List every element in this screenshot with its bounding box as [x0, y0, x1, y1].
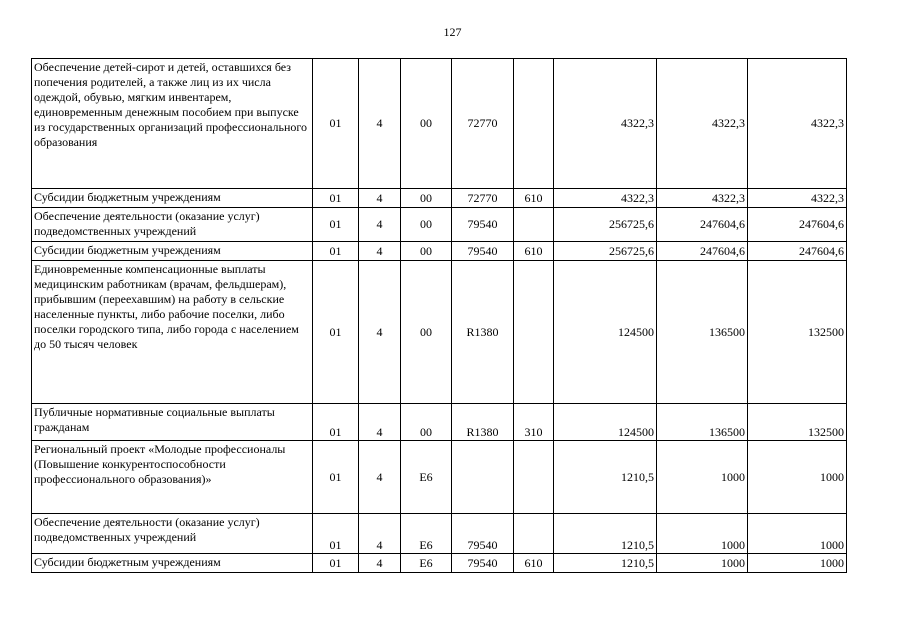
row-value-1: 4322,3 — [554, 59, 657, 189]
row-value-2: 136500 — [657, 404, 748, 441]
row-code-5 — [514, 208, 554, 242]
row-value-3: 1000 — [748, 554, 847, 573]
row-code-2: 4 — [359, 59, 401, 189]
row-value-1: 124500 — [554, 261, 657, 404]
table-row — [32, 59, 847, 189]
row-code-1: 01 — [313, 514, 359, 554]
row-name: Субсидии бюджетным учреждениям — [32, 189, 313, 208]
row-code-2: 4 — [359, 242, 401, 261]
row-value-2: 247604,6 — [657, 242, 748, 261]
row-name: Субсидии бюджетным учреждениям — [32, 242, 313, 261]
row-value-2: 4322,3 — [657, 59, 748, 189]
row-code-2: 4 — [359, 189, 401, 208]
row-code-4: R1380 — [452, 404, 514, 441]
row-value-3: 1000 — [748, 441, 847, 514]
row-code-2: 4 — [359, 554, 401, 573]
row-code-5 — [514, 261, 554, 404]
row-value-2: 136500 — [657, 261, 748, 404]
row-value-3: 247604,6 — [748, 208, 847, 242]
row-code-5: 610 — [514, 554, 554, 573]
row-code-4 — [452, 441, 514, 514]
row-value-3: 132500 — [748, 404, 847, 441]
row-value-3: 247604,6 — [748, 242, 847, 261]
table-row — [32, 514, 847, 554]
row-value-2: 1000 — [657, 441, 748, 514]
row-code-4: 79540 — [452, 208, 514, 242]
row-code-2: 4 — [359, 441, 401, 514]
row-code-3: Е6 — [401, 554, 452, 573]
row-code-1: 01 — [313, 404, 359, 441]
table-row — [32, 404, 847, 441]
row-code-3: 00 — [401, 261, 452, 404]
row-code-4: R1380 — [452, 261, 514, 404]
row-code-1: 01 — [313, 261, 359, 404]
row-code-1: 01 — [313, 242, 359, 261]
row-code-4: 72770 — [452, 189, 514, 208]
row-name: Обеспечение детей-сирот и детей, оставшихся без попечения родителей, а также лиц из их числа одеждой, обувью, мягким инвентарем, единовременным денежным пособием при выпуске из государственных организаций профессионального образования — [32, 59, 313, 189]
row-value-1: 1210,5 — [554, 554, 657, 573]
table-row — [32, 242, 847, 261]
row-value-2: 4322,3 — [657, 189, 748, 208]
row-code-2: 4 — [359, 514, 401, 554]
table-row — [32, 208, 847, 242]
table-row — [32, 554, 847, 573]
row-code-2: 4 — [359, 261, 401, 404]
row-code-1: 01 — [313, 59, 359, 189]
row-code-3: Е6 — [401, 441, 452, 514]
row-name: Обеспечение деятельности (оказание услуг) подведомственных учреждений — [32, 208, 313, 242]
row-name: Единовременные компенсационные выплаты медицинским работникам (врачам, фельдшерам), прибывшим (переехавшим) на работу в сельские населенные пункты, либо рабочие поселки, либо поселки городского типа, либо города с населением до 50 тысяч человек — [32, 261, 313, 404]
table-row — [32, 441, 847, 514]
row-name: Региональный проект «Молодые профессионалы (Повышение конкурентоспособности профессионального образования)» — [32, 441, 313, 514]
page-number: 127 — [443, 25, 462, 39]
budget-table — [31, 58, 847, 573]
row-code-5: 310 — [514, 404, 554, 441]
row-value-3: 132500 — [748, 261, 847, 404]
row-code-4: 79540 — [452, 514, 514, 554]
row-code-5 — [514, 441, 554, 514]
row-value-1: 124500 — [554, 404, 657, 441]
row-code-5 — [514, 59, 554, 189]
row-name: Обеспечение деятельности (оказание услуг) подведомственных учреждений — [32, 514, 313, 554]
row-value-3: 4322,3 — [748, 59, 847, 189]
row-value-3: 1000 — [748, 514, 847, 554]
table-row — [32, 261, 847, 404]
row-value-2: 247604,6 — [657, 208, 748, 242]
row-code-1: 01 — [313, 189, 359, 208]
row-code-1: 01 — [313, 208, 359, 242]
row-code-4: 72770 — [452, 59, 514, 189]
table-row — [32, 189, 847, 208]
row-code-1: 01 — [313, 554, 359, 573]
row-code-3: 00 — [401, 189, 452, 208]
row-code-2: 4 — [359, 404, 401, 441]
row-code-1: 01 — [313, 441, 359, 514]
row-code-4: 79540 — [452, 242, 514, 261]
row-code-3: 00 — [401, 404, 452, 441]
row-value-1: 4322,3 — [554, 189, 657, 208]
row-value-3: 4322,3 — [748, 189, 847, 208]
row-code-4: 79540 — [452, 554, 514, 573]
row-code-3: Е6 — [401, 514, 452, 554]
row-code-3: 00 — [401, 208, 452, 242]
row-code-3: 00 — [401, 59, 452, 189]
row-code-5: 610 — [514, 189, 554, 208]
row-code-2: 4 — [359, 208, 401, 242]
row-value-1: 256725,6 — [554, 242, 657, 261]
row-value-2: 1000 — [657, 554, 748, 573]
row-value-2: 1000 — [657, 514, 748, 554]
row-value-1: 1210,5 — [554, 441, 657, 514]
row-code-5: 610 — [514, 242, 554, 261]
row-name: Субсидии бюджетным учреждениям — [32, 554, 313, 573]
row-value-1: 1210,5 — [554, 514, 657, 554]
row-name: Публичные нормативные социальные выплаты гражданам — [32, 404, 313, 441]
row-value-1: 256725,6 — [554, 208, 657, 242]
row-code-3: 00 — [401, 242, 452, 261]
row-code-5 — [514, 514, 554, 554]
